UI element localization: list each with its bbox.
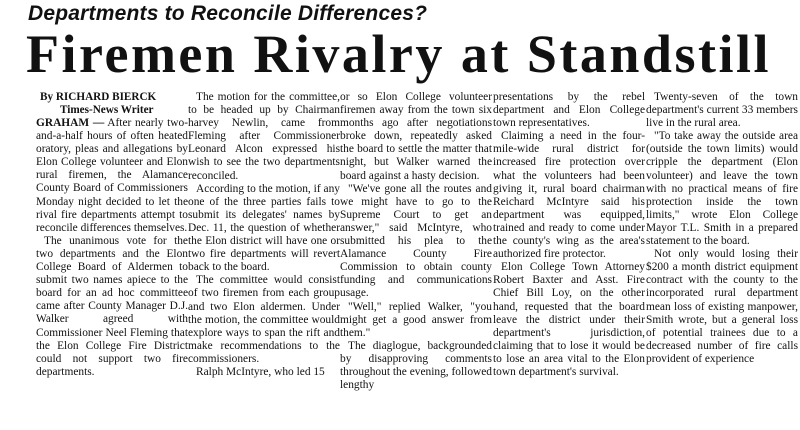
paragraph-text: After nearly two-and-a-half hours of often heated oratory, pleas and allegations by Elon College volunteer and Elon rural firemen, the Alamance County Board of Commissioners Monday night decided to let the rival fire departments attempt to reconcile differences themselves. [36, 117, 188, 234]
dateline: GRAHAM — [36, 117, 105, 129]
article-paragraph: Twenty-seven of the town department's current 33 members live in the rural area. [646, 91, 798, 130]
article-paragraph: According to the motion, if any one of the three parties fails to submit its delegates' names by Dec. 11, the question of whether the Elon district will have one or two fire departments will revert back to the board. [188, 182, 340, 274]
kicker-headline: Departments to Reconcile Differences? [28, 2, 428, 25]
article-paragraph: presentations by the rebel department and Elon College town representatives. [493, 91, 645, 130]
article-paragraph: The committee would consist of two firemen from each group and two Elon aldermen. Under the motion, the committee would explore ways to span the rift and make recommendations to the commissioners. [188, 274, 340, 365]
article-paragraph: "Well," replied Walker, "you might get a good answer from them." [340, 300, 492, 339]
byline: By RICHARD BIERCK [40, 91, 157, 103]
main-headline: Firemen Rivalry at Standstill [26, 24, 771, 84]
article-paragraph: Claiming a need in the four-mile-wide rural district for increased fire protection over what the volunteers had been giving it, rural board chairman Reichard McIntyre said his department was equipped, trained and ready to come under the county's wing as the area's authorized fire protector. [493, 130, 645, 261]
article-paragraph: Ralph McIntyre, who led 15 [196, 365, 325, 378]
article-paragraph: Not only would losing their $200 a month district equipment contract with the county to the incorporated rural department mean loss of existing manpower, Smith wrote, but a general loss of potential trainees due to a decreased number of fire calls provident of experience [646, 248, 798, 365]
article-paragraph: or so Elon College volunteer firemen away from the town six months ago after negotiations broke down, repeatedly asked the board to settle the matter that night, but Walker warned the board against a hasty decision. [340, 91, 492, 182]
article-paragraph: Elon College Town Attorney Robert Baxter and Asst. Fire Chief Bill Loy, on the other hand, requested that the board leave the district under their department's jurisdiction, claiming that to lose it would be to lose an area vital to the Elon town department's survival. [493, 261, 645, 378]
article-paragraph: The diaglogue, backgrounded by disapproving comments throughout the evening, followed lengthy [340, 339, 492, 392]
article-column-1 [36, 91, 188, 430]
article-paragraph: The unanimous vote for the two departments and the Elon College Board of Aldermen to submit two names apiece to the board for an ad hoc committee came after County Manager D.J. Walker agreed with Commissioner Neel Fleming that the Elon College Fire District could not support two fire departments. [36, 234, 188, 378]
article-paragraph [36, 117, 188, 235]
byline-organization: Times-News Writer [60, 104, 154, 116]
article-paragraph: "We've gone all the routes and we might have to go to the Supreme Court to get an answer," said McIntyre, who submitted his plea to the Alamance County Fire Commission to obtain county funding and communications usage. [340, 182, 492, 300]
article-column-3 [340, 91, 492, 430]
article-column-2 [188, 91, 340, 430]
article-paragraph: "To take away the outside area (outside the town limits) would cripple the department (Elon volunteer) and leave the town with no practical means of fire protection inside the town limits," wrote Elon College Mayor T.L. Smith in a prepared statement to the board. [646, 130, 798, 248]
article-column-5 [646, 91, 798, 430]
article-paragraph: The motion for the committee, to be headed up by Chairman harvey Newlin, came from Fleming after Commissioner Leonard Alcon expressed his wish to see the two departments reconciled. [188, 91, 340, 182]
article-column-4 [493, 91, 645, 430]
